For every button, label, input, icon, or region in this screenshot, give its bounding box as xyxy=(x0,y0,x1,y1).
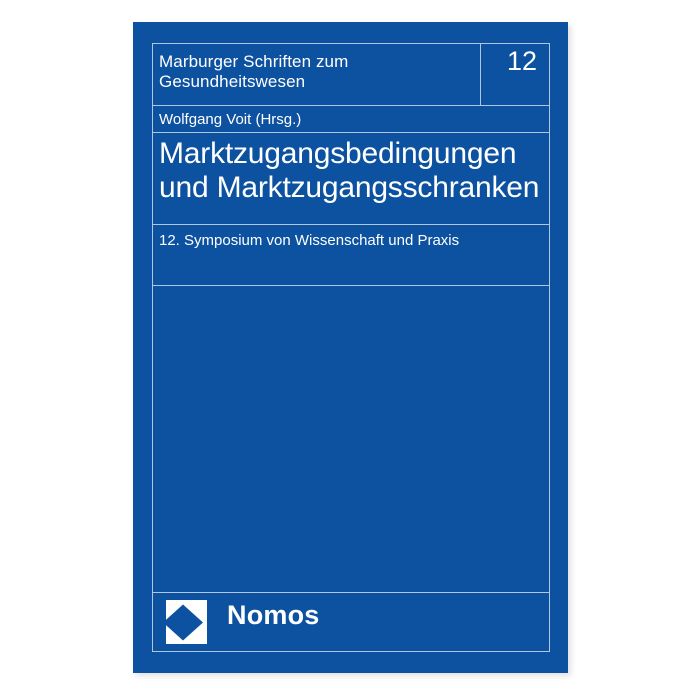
title-block xyxy=(153,133,549,225)
nomos-diamond-icon xyxy=(163,600,208,644)
title-line-1: Marktzugangsbedingungen xyxy=(159,137,517,170)
cover-empty-area xyxy=(153,286,549,592)
series-header xyxy=(153,44,549,106)
book-cover xyxy=(133,22,568,673)
series-number-box xyxy=(480,44,549,105)
publisher-name: Nomos xyxy=(227,599,320,630)
publisher-row xyxy=(153,592,549,651)
subtitle-block xyxy=(153,225,549,286)
subtitle-text: 12. Symposium von Wissenschaft und Praxis xyxy=(159,232,460,249)
editor-row xyxy=(153,106,549,133)
series-number: 12 xyxy=(506,46,537,76)
series-title: Marburger Schriften zum Gesundheitswesen xyxy=(159,52,349,92)
editor-name: Wolfgang Voit (Hrsg.) xyxy=(159,110,302,128)
cover-frame xyxy=(152,43,550,652)
title-line-2: und Marktzugangsschranken xyxy=(159,171,540,204)
